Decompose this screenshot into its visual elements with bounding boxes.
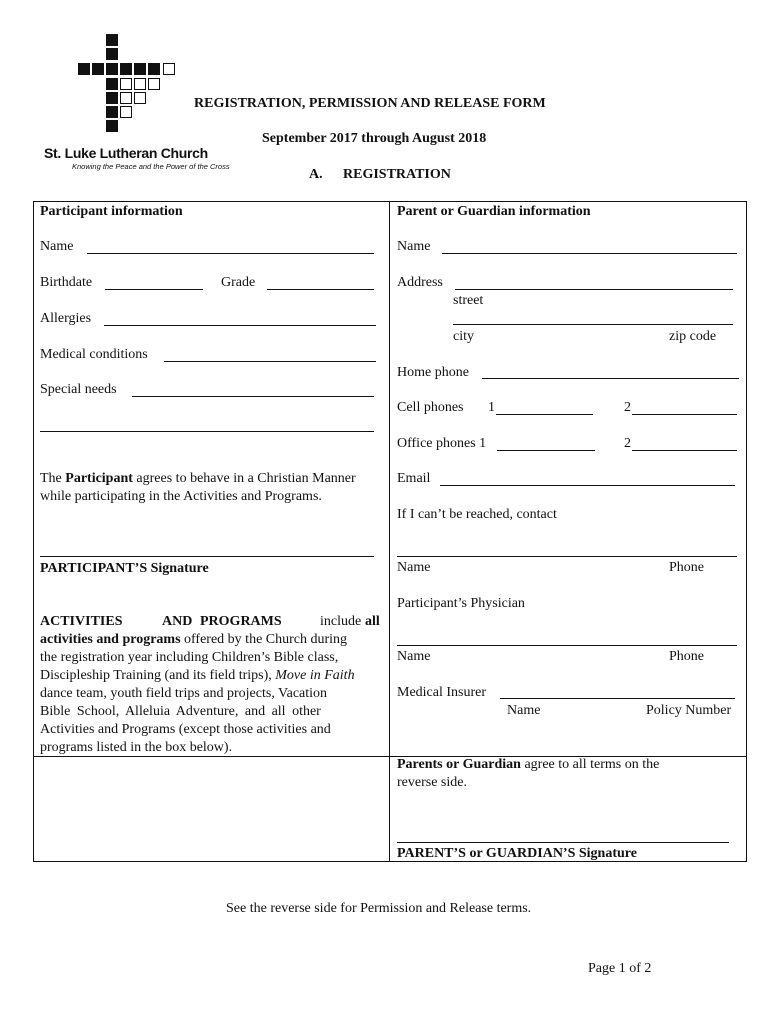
office-phone-1-field[interactable] <box>497 450 595 451</box>
medical-conditions-label: Medical conditions <box>40 347 148 362</box>
participant-signature-label: PARTICIPANT’S Signature <box>40 561 209 576</box>
office-phones-label: Office phones 1 <box>397 436 487 451</box>
guardian-name-label: Name <box>397 239 431 254</box>
email-label: Email <box>397 471 431 486</box>
guardian-signature-field[interactable] <box>397 842 729 843</box>
date-range: September 2017 through August 2018 <box>262 131 487 146</box>
home-phone-field[interactable] <box>482 378 739 379</box>
cell-phone-2-field[interactable] <box>632 414 737 415</box>
section-title: REGISTRATION <box>343 167 451 182</box>
grade-field[interactable] <box>267 289 374 290</box>
physician-label: Participant’s Physician <box>397 596 525 611</box>
special-needs-field-2[interactable] <box>40 431 374 432</box>
policy-number-label: Policy Number <box>646 703 732 718</box>
guardian-agreement-line2: reverse side. <box>397 775 467 790</box>
office-phone-2-field[interactable] <box>632 450 737 451</box>
insurer-name-label: Name <box>507 703 541 718</box>
guardian-signature-label: PARENT’S or GUARDIAN’S Signature <box>397 846 637 861</box>
form-title: REGISTRATION, PERMISSION AND RELEASE FORM <box>194 96 546 111</box>
guardian-heading: Parent or Guardian information <box>397 204 591 219</box>
street-field[interactable] <box>455 289 733 290</box>
cell-phone-1-field[interactable] <box>496 414 593 415</box>
email-field[interactable] <box>440 485 735 486</box>
address-label: Address <box>397 275 443 290</box>
birthdate-field[interactable] <box>105 289 203 290</box>
participant-name-field[interactable] <box>87 253 374 254</box>
allergies-field[interactable] <box>104 325 376 326</box>
special-needs-label: Special needs <box>40 382 117 397</box>
grade-label: Grade <box>221 275 256 290</box>
zip-code-label: zip code <box>669 329 717 344</box>
emergency-contact-field[interactable] <box>397 556 737 557</box>
home-phone-label: Home phone <box>397 365 469 380</box>
cell-phones-label: Cell phones <box>397 400 464 415</box>
cell-1-label: 1 <box>488 400 495 415</box>
office-2-label: 2 <box>624 436 631 451</box>
medical-conditions-field[interactable] <box>164 361 376 362</box>
cell-2-label: 2 <box>624 400 631 415</box>
page-number: Page 1 of 2 <box>588 961 652 976</box>
guardian-name-field[interactable] <box>442 253 737 254</box>
emergency-contact-label: If I can’t be reached, contact <box>397 507 557 522</box>
medical-insurer-field[interactable] <box>500 698 735 699</box>
physician-field[interactable] <box>397 645 737 646</box>
allergies-label: Allergies <box>40 311 92 326</box>
street-label: street <box>453 293 484 308</box>
city-label: city <box>453 329 474 344</box>
contact-name-label: Name <box>397 560 431 575</box>
reverse-side-note: See the reverse side for Permission and Release terms. <box>226 901 532 916</box>
participant-heading: Participant information <box>40 204 183 219</box>
physician-name-label: Name <box>397 649 431 664</box>
special-needs-field[interactable] <box>132 396 374 397</box>
city-zip-field[interactable] <box>453 324 733 325</box>
medical-insurer-label: Medical Insurer <box>397 685 487 700</box>
physician-phone-label: Phone <box>669 649 704 664</box>
section-letter: A. <box>309 167 323 182</box>
contact-phone-label: Phone <box>669 560 704 575</box>
participant-name-label: Name <box>40 239 74 254</box>
participant-signature-field[interactable] <box>40 556 374 557</box>
participant-agreement-line2: while participating in the Activities and Programs. <box>40 489 322 504</box>
guardian-agreement-line1: Parents or Guardian agree to all terms on the <box>397 757 660 772</box>
birthdate-label: Birthdate <box>40 275 93 290</box>
participant-agreement-line1: The Participant agrees to behave in a Christian Manner <box>40 471 356 486</box>
church-tagline: Knowing the Peace and the Power of the Cross <box>72 162 230 171</box>
church-name: St. Luke Lutheran Church <box>44 145 208 161</box>
